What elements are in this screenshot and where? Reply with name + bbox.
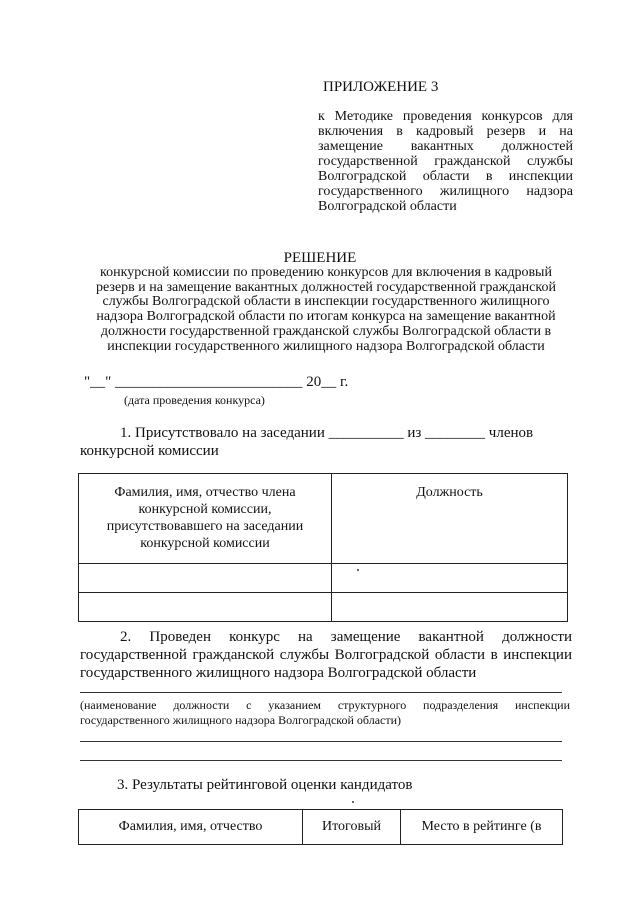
fill-in-line [80,741,562,742]
scan-speck [357,569,359,571]
appendix-text: к Методике проведения конкурсов для включения в кадровый резерв и на замещение вакантных должностей государственной гражданской службы Волгоградской области в инспекции государственного жилищного надзора Волгоградской области [318,109,573,214]
members-cell-position [332,593,568,622]
members-table-header-row [79,474,568,564]
position-caption-line-2: государственного жилищного надзора Волгоградской области) [80,713,402,727]
section-2-text [80,628,572,682]
ranking-table-header-row [79,810,563,845]
ranking-header-name: Фамилия, имя, отчество [79,810,303,845]
members-cell-position [332,564,568,593]
position-caption [80,698,570,728]
date-field: "__" _________________________ 20__ г. [84,374,349,390]
table-row [79,564,568,593]
members-header-position: Должность [332,474,568,564]
appendix-title: ПРИЛОЖЕНИЕ 3 [323,79,439,95]
section-1-line-1: 1. Присутствовало на заседании __________ из ________ членов [120,425,534,441]
members-cell-name [79,593,332,622]
decision-title: РЕШЕНИЕ [283,250,357,266]
table-row [79,593,568,622]
ranking-header-place: Место в рейтинге (в [401,810,563,845]
section-1-line-2: конкурсной комиссии [80,443,219,459]
members-cell-name [79,564,332,593]
section-2-line-rest: государственной гражданской службы Волгоградской области в инспекции государственного жилищного надзора Волгоградской области [80,647,572,681]
fill-in-line [80,692,562,693]
ranking-header-total: Итоговый [303,810,401,845]
members-table [78,473,568,622]
section-3-title: 3. Результаты рейтинговой оценки кандидатов [117,777,413,793]
section-1-text [80,424,572,460]
scan-speck [352,801,354,803]
date-caption: (дата проведения конкурса) [124,393,265,407]
ranking-table [78,809,563,845]
section-2-line-1: 2. Проведен конкурс на замещение вакантной должности [120,629,572,645]
fill-in-line [80,760,562,761]
members-header-name: Фамилия, имя, отчество члена конкурсной комиссии, присутствовавшего на заседании конкурсной комиссии [79,474,332,564]
position-caption-line-1: (наименование должности с указанием структурного подразделения инспекции [80,698,570,712]
decision-subtitle: конкурсной комиссии по проведению конкурсов для включения в кадровый резерв и на замещение вакантных должностей государственной гражданской службы Волгоградской области в инспекции государственного жилищного надзора Волгоградской области по итогам конкурса на замещение вакантной должности государственной гражданской службы Волгоградской области в инспекции государственного жилищного надзора Волгоградской области [96,265,556,354]
